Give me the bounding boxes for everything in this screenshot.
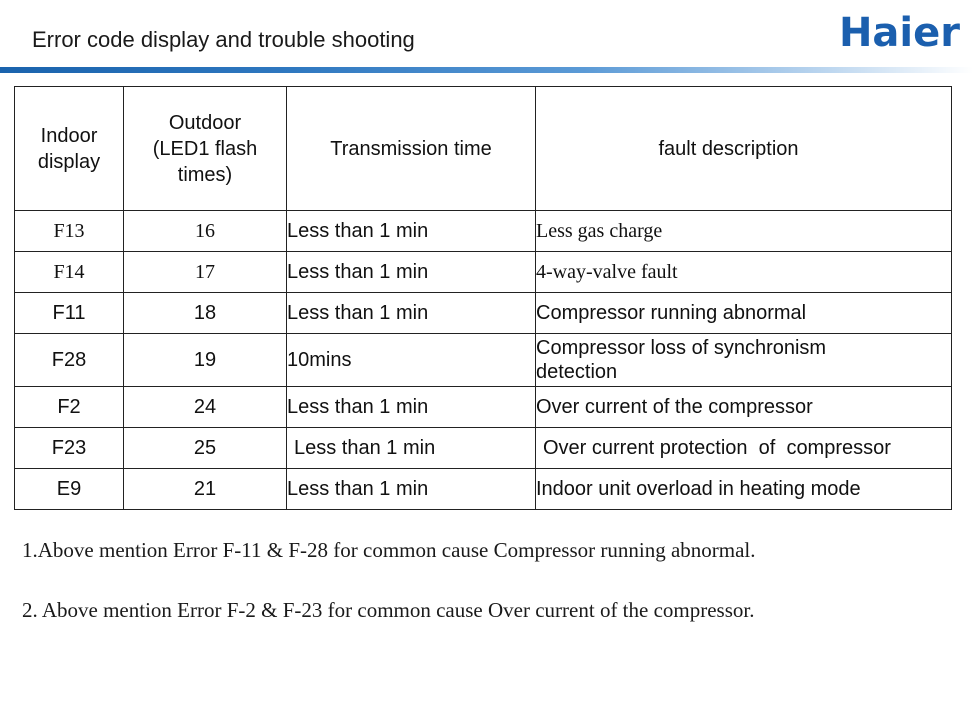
note-2: 2. Above mention Error F-2 & F-23 for common cause Over current of the compressor.	[22, 598, 755, 622]
flash-times-cell: 24	[124, 387, 287, 428]
indoor-code-cell: F11	[15, 293, 124, 334]
transmission-time-cell: Less than 1 min	[287, 252, 536, 293]
transmission-time-cell: Less than 1 min	[287, 387, 536, 428]
error-code-table	[14, 86, 952, 510]
table-row	[15, 469, 952, 510]
fault-description-cell: Less gas charge	[536, 211, 952, 252]
table-row	[15, 428, 952, 469]
indoor-code-cell: F13	[15, 211, 124, 252]
flash-times-cell: 17	[124, 252, 287, 293]
column-header-fault-description: fault description	[536, 87, 952, 211]
indoor-code-cell: F28	[15, 334, 124, 387]
flash-times-cell: 19	[124, 334, 287, 387]
transmission-time-cell: Less than 1 min	[287, 469, 536, 510]
column-header-transmission-time: Transmission time	[287, 87, 536, 211]
flash-times-cell: 16	[124, 211, 287, 252]
transmission-time-cell: Less than 1 min	[287, 293, 536, 334]
table-row	[15, 252, 952, 293]
transmission-time-cell: Less than 1 min	[287, 428, 536, 469]
haier-logo: Haier	[838, 10, 960, 56]
table-row	[15, 293, 952, 334]
note-1: 1.Above mention Error F-11 & F-28 for common cause Compressor running abnormal.	[22, 538, 756, 562]
indoor-code-cell: F23	[15, 428, 124, 469]
table-row	[15, 334, 952, 387]
header-divider	[0, 67, 973, 73]
fault-description-cell: Over current protection of compressor	[536, 428, 952, 469]
table-row	[15, 387, 952, 428]
fault-description-cell: 4-way-valve fault	[536, 252, 952, 293]
indoor-code-cell: F2	[15, 387, 124, 428]
indoor-code-cell: E9	[15, 469, 124, 510]
transmission-time-cell: Less than 1 min	[287, 211, 536, 252]
table-row	[15, 211, 952, 252]
table-header-row	[15, 87, 952, 211]
fault-description-cell: Compressor loss of synchronism detection	[536, 334, 952, 387]
indoor-code-cell: F14	[15, 252, 124, 293]
flash-times-cell: 21	[124, 469, 287, 510]
column-header-outdoor-flash: Outdoor (LED1 flash times)	[124, 87, 287, 211]
fault-description-cell: Over current of the compressor	[536, 387, 952, 428]
fault-description-cell: Indoor unit overload in heating mode	[536, 469, 952, 510]
flash-times-cell: 25	[124, 428, 287, 469]
fault-description-cell: Compressor running abnormal	[536, 293, 952, 334]
column-header-indoor-display: Indoor display	[15, 87, 124, 211]
page-title: Error code display and trouble shooting	[32, 27, 415, 52]
page-header	[0, 0, 973, 78]
transmission-time-cell: 10mins	[287, 334, 536, 387]
flash-times-cell: 18	[124, 293, 287, 334]
